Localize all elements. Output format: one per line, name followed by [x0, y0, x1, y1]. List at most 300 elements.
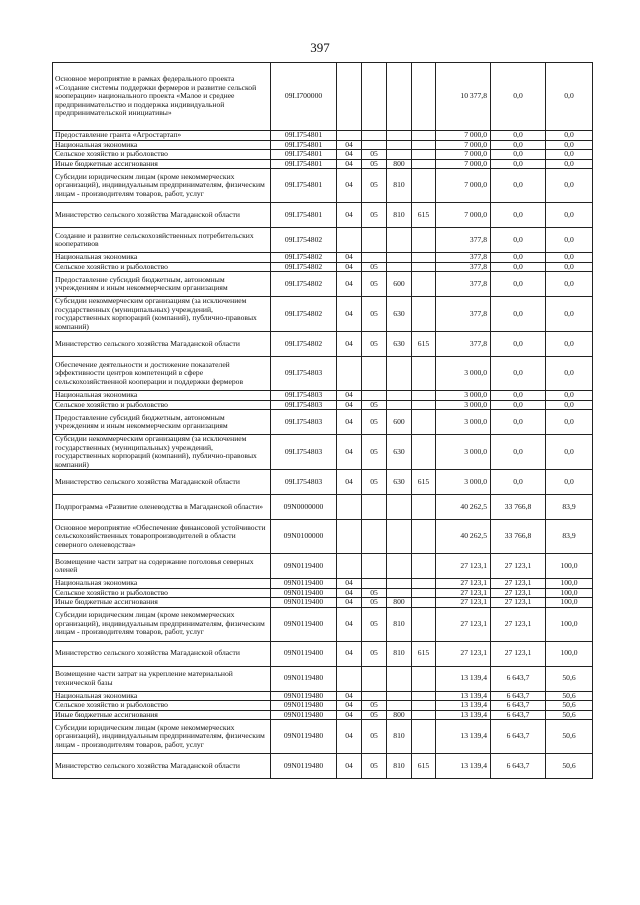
cell-executed: 27 123,1 — [491, 579, 546, 589]
table-row — [53, 140, 593, 150]
cell-percent: 0,0 — [546, 400, 593, 410]
table-row — [53, 701, 593, 711]
cell-executed: 0,0 — [491, 400, 546, 410]
cell-planned: 377,8 — [436, 297, 491, 332]
cell-section: 04 — [337, 579, 362, 589]
table-row — [53, 332, 593, 357]
cell-expense-type — [387, 400, 412, 410]
table-row — [53, 150, 593, 160]
cell-subsection — [362, 579, 387, 589]
cell-planned: 27 123,1 — [436, 554, 491, 579]
cell-name: Обеспечение деятельности и достижение показателей эффективности центров компетенций в сфере сельскохозяйственной кооперации и поддержки фермеров — [53, 357, 271, 391]
cell-code: 09I.I754802 — [271, 297, 337, 332]
cell-code: 09I.I754801 — [271, 203, 337, 228]
cell-subsection: 05 — [362, 588, 387, 598]
cell-name: Министерство сельского хозяйства Магаданской области — [53, 470, 271, 495]
cell-planned: 27 123,1 — [436, 641, 491, 666]
cell-name: Основное мероприятие в рамках федерального проекта «Создание системы поддержки фермеров и развитие сельской кооперации» национального проекта «Малое и среднее предпринимательство и поддержка индивидуальной предпринимательской инициативы» — [53, 63, 271, 131]
cell-percent: 83,9 — [546, 495, 593, 520]
cell-executed: 0,0 — [491, 410, 546, 435]
cell-code: 09N0119400 — [271, 607, 337, 641]
cell-expense-type: 600 — [387, 272, 412, 297]
cell-percent: 83,9 — [546, 520, 593, 554]
cell-section: 04 — [337, 253, 362, 263]
cell-planned: 7 000,0 — [436, 140, 491, 150]
cell-expense-type — [387, 140, 412, 150]
cell-name: Предоставление гранта «Агростартап» — [53, 131, 271, 141]
cell-percent: 100,0 — [546, 641, 593, 666]
cell-planned: 7 000,0 — [436, 131, 491, 141]
cell-expense-type: 810 — [387, 607, 412, 641]
cell-admin-code — [412, 607, 436, 641]
cell-executed: 27 123,1 — [491, 554, 546, 579]
cell-expense-type: 630 — [387, 435, 412, 470]
cell-planned: 3 000,0 — [436, 435, 491, 470]
cell-admin-code — [412, 159, 436, 169]
cell-percent: 0,0 — [546, 391, 593, 401]
cell-executed: 0,0 — [491, 131, 546, 141]
cell-executed: 27 123,1 — [491, 588, 546, 598]
cell-section: 04 — [337, 262, 362, 272]
cell-name: Министерство сельского хозяйства Магаданской области — [53, 641, 271, 666]
cell-planned: 377,8 — [436, 253, 491, 263]
table-row — [53, 297, 593, 332]
cell-expense-type — [387, 228, 412, 253]
cell-section: 04 — [337, 410, 362, 435]
cell-executed: 33 766,8 — [491, 520, 546, 554]
cell-planned: 13 139,4 — [436, 720, 491, 754]
cell-planned: 3 000,0 — [436, 400, 491, 410]
cell-expense-type: 800 — [387, 710, 412, 720]
cell-name: Возмещение части затрат на содержание поголовья северных оленей — [53, 554, 271, 579]
cell-percent: 100,0 — [546, 588, 593, 598]
cell-expense-type — [387, 150, 412, 160]
cell-planned: 13 139,4 — [436, 691, 491, 701]
cell-executed: 0,0 — [491, 228, 546, 253]
cell-planned: 3 000,0 — [436, 470, 491, 495]
cell-planned: 27 123,1 — [436, 598, 491, 608]
cell-subsection: 05 — [362, 297, 387, 332]
cell-executed: 0,0 — [491, 470, 546, 495]
cell-admin-code: 615 — [412, 641, 436, 666]
cell-name: Подпрограмма «Развитие оленеводства в Магаданской области» — [53, 495, 271, 520]
cell-code: 09N0119400 — [271, 641, 337, 666]
cell-percent: 0,0 — [546, 297, 593, 332]
cell-name: Национальная экономика — [53, 391, 271, 401]
cell-executed: 6 643,7 — [491, 691, 546, 701]
cell-section — [337, 228, 362, 253]
cell-executed: 27 123,1 — [491, 641, 546, 666]
cell-planned: 13 139,4 — [436, 710, 491, 720]
cell-admin-code — [412, 495, 436, 520]
cell-subsection — [362, 140, 387, 150]
cell-code: 09N0119400 — [271, 598, 337, 608]
cell-name: Создание и развитие сельскохозяйственных потребительских кооперативов — [53, 228, 271, 253]
cell-subsection — [362, 554, 387, 579]
cell-subsection — [362, 691, 387, 701]
cell-expense-type: 800 — [387, 598, 412, 608]
cell-admin-code: 615 — [412, 332, 436, 357]
cell-admin-code: 615 — [412, 203, 436, 228]
cell-subsection — [362, 520, 387, 554]
cell-expense-type — [387, 495, 412, 520]
cell-planned: 13 139,4 — [436, 754, 491, 779]
cell-name: Национальная экономика — [53, 140, 271, 150]
cell-admin-code: 615 — [412, 470, 436, 495]
cell-expense-type: 630 — [387, 470, 412, 495]
cell-expense-type — [387, 391, 412, 401]
cell-section: 04 — [337, 400, 362, 410]
cell-executed: 0,0 — [491, 253, 546, 263]
cell-code: 09N0119400 — [271, 579, 337, 589]
cell-planned: 377,8 — [436, 332, 491, 357]
cell-planned: 13 139,4 — [436, 701, 491, 711]
table-row — [53, 131, 593, 141]
cell-percent: 50,6 — [546, 666, 593, 691]
table-row — [53, 63, 593, 131]
cell-percent: 0,0 — [546, 169, 593, 203]
cell-executed: 6 643,7 — [491, 701, 546, 711]
cell-subsection: 05 — [362, 701, 387, 711]
cell-code: 09I.I754801 — [271, 159, 337, 169]
cell-subsection: 05 — [362, 641, 387, 666]
cell-subsection: 05 — [362, 470, 387, 495]
cell-section: 04 — [337, 754, 362, 779]
table-row — [53, 357, 593, 391]
cell-code: 09I.I754803 — [271, 391, 337, 401]
cell-expense-type: 810 — [387, 641, 412, 666]
cell-percent: 50,6 — [546, 720, 593, 754]
cell-admin-code — [412, 253, 436, 263]
table-row — [53, 579, 593, 589]
cell-section — [337, 554, 362, 579]
cell-subsection — [362, 357, 387, 391]
cell-expense-type — [387, 262, 412, 272]
cell-admin-code — [412, 391, 436, 401]
cell-percent: 0,0 — [546, 357, 593, 391]
cell-name: Сельское хозяйство и рыболовство — [53, 262, 271, 272]
cell-code: 09N0119400 — [271, 588, 337, 598]
cell-name: Министерство сельского хозяйства Магаданской области — [53, 332, 271, 357]
cell-admin-code — [412, 297, 436, 332]
cell-planned: 3 000,0 — [436, 357, 491, 391]
cell-expense-type — [387, 63, 412, 131]
cell-expense-type — [387, 588, 412, 598]
cell-subsection: 05 — [362, 607, 387, 641]
cell-code: 09I.I754803 — [271, 470, 337, 495]
cell-section — [337, 357, 362, 391]
table-row — [53, 470, 593, 495]
cell-section — [337, 495, 362, 520]
table-row — [53, 228, 593, 253]
cell-percent: 0,0 — [546, 159, 593, 169]
cell-name: Сельское хозяйство и рыболовство — [53, 701, 271, 711]
cell-percent: 0,0 — [546, 150, 593, 160]
cell-section: 04 — [337, 140, 362, 150]
cell-subsection: 05 — [362, 598, 387, 608]
cell-section: 04 — [337, 598, 362, 608]
table-row — [53, 598, 593, 608]
cell-subsection — [362, 253, 387, 263]
cell-admin-code — [412, 228, 436, 253]
cell-expense-type — [387, 554, 412, 579]
cell-name: Сельское хозяйство и рыболовство — [53, 150, 271, 160]
cell-subsection: 05 — [362, 203, 387, 228]
cell-name: Основное мероприятие «Обеспечение финансовой устойчивости сельскохозяйственных товаропроизводителей в области северного оленеводства» — [53, 520, 271, 554]
cell-planned: 27 123,1 — [436, 588, 491, 598]
cell-name: Иные бюджетные ассигнования — [53, 159, 271, 169]
cell-subsection: 05 — [362, 400, 387, 410]
cell-planned: 40 262,5 — [436, 520, 491, 554]
cell-expense-type: 810 — [387, 754, 412, 779]
table-row — [53, 710, 593, 720]
cell-section: 04 — [337, 150, 362, 160]
cell-name: Иные бюджетные ассигнования — [53, 710, 271, 720]
cell-executed: 0,0 — [491, 332, 546, 357]
table-row — [53, 203, 593, 228]
cell-code: 09N0119480 — [271, 754, 337, 779]
cell-subsection: 05 — [362, 262, 387, 272]
cell-code: 09N0119480 — [271, 710, 337, 720]
cell-code: 09N0100000 — [271, 520, 337, 554]
table-row — [53, 159, 593, 169]
cell-subsection: 05 — [362, 410, 387, 435]
cell-admin-code — [412, 701, 436, 711]
cell-section: 04 — [337, 169, 362, 203]
cell-code: 09N0000000 — [271, 495, 337, 520]
cell-subsection: 05 — [362, 720, 387, 754]
cell-planned: 377,8 — [436, 272, 491, 297]
cell-percent: 0,0 — [546, 262, 593, 272]
cell-executed: 0,0 — [491, 140, 546, 150]
cell-code: 09I.I754801 — [271, 169, 337, 203]
cell-planned: 7 000,0 — [436, 150, 491, 160]
cell-name: Предоставление субсидий бюджетным, автономным учреждениям и иным некоммерческим организациям — [53, 272, 271, 297]
cell-code: 09I.I754801 — [271, 150, 337, 160]
cell-planned: 3 000,0 — [436, 391, 491, 401]
cell-admin-code — [412, 588, 436, 598]
cell-admin-code — [412, 169, 436, 203]
cell-executed: 0,0 — [491, 63, 546, 131]
cell-expense-type: 810 — [387, 720, 412, 754]
cell-percent: 100,0 — [546, 607, 593, 641]
cell-executed: 6 643,7 — [491, 720, 546, 754]
cell-planned: 377,8 — [436, 262, 491, 272]
cell-code: 09I.I754802 — [271, 272, 337, 297]
cell-executed: 6 643,7 — [491, 666, 546, 691]
cell-section: 04 — [337, 710, 362, 720]
cell-name: Субсидии некоммерческим организациям (за исключением государственных (муниципальных) учреждений, государственных корпораций (компаний), публично-правовых компаний) — [53, 435, 271, 470]
cell-section: 04 — [337, 720, 362, 754]
cell-expense-type: 600 — [387, 410, 412, 435]
cell-name: Субсидии некоммерческим организациям (за исключением государственных (муниципальных) учреждений, государственных корпораций (компаний), публично-правовых компаний) — [53, 297, 271, 332]
cell-name: Национальная экономика — [53, 253, 271, 263]
cell-name: Субсидии юридическим лицам (кроме некоммерческих организаций), индивидуальным предпринимателям, физическим лицам - производителям товаров, работ, услуг — [53, 720, 271, 754]
cell-percent: 0,0 — [546, 470, 593, 495]
cell-admin-code — [412, 262, 436, 272]
cell-executed: 0,0 — [491, 159, 546, 169]
cell-subsection: 05 — [362, 272, 387, 297]
cell-code: 09N0119480 — [271, 666, 337, 691]
cell-percent: 100,0 — [546, 598, 593, 608]
cell-admin-code — [412, 63, 436, 131]
cell-section: 04 — [337, 607, 362, 641]
cell-expense-type — [387, 131, 412, 141]
cell-executed: 27 123,1 — [491, 607, 546, 641]
cell-executed: 27 123,1 — [491, 598, 546, 608]
cell-admin-code — [412, 720, 436, 754]
cell-name: Субсидии юридическим лицам (кроме некоммерческих организаций), индивидуальным предпринимателям, физическим лицам - производителям товаров, работ, услуг — [53, 169, 271, 203]
cell-expense-type — [387, 691, 412, 701]
table-row — [53, 495, 593, 520]
cell-code: 09I.I754803 — [271, 435, 337, 470]
cell-percent: 0,0 — [546, 228, 593, 253]
cell-admin-code — [412, 131, 436, 141]
cell-admin-code — [412, 554, 436, 579]
cell-name: Национальная экономика — [53, 691, 271, 701]
cell-planned: 3 000,0 — [436, 410, 491, 435]
cell-percent: 0,0 — [546, 332, 593, 357]
cell-name: Министерство сельского хозяйства Магаданской области — [53, 203, 271, 228]
cell-section: 04 — [337, 470, 362, 495]
table-row — [53, 410, 593, 435]
cell-planned: 27 123,1 — [436, 607, 491, 641]
table-row — [53, 520, 593, 554]
cell-admin-code — [412, 400, 436, 410]
cell-percent: 0,0 — [546, 253, 593, 263]
cell-planned: 27 123,1 — [436, 579, 491, 589]
cell-executed: 0,0 — [491, 150, 546, 160]
cell-subsection: 05 — [362, 435, 387, 470]
cell-section — [337, 520, 362, 554]
cell-expense-type — [387, 357, 412, 391]
cell-section — [337, 131, 362, 141]
cell-admin-code — [412, 272, 436, 297]
cell-subsection: 05 — [362, 332, 387, 357]
cell-percent: 0,0 — [546, 131, 593, 141]
cell-expense-type — [387, 253, 412, 263]
cell-code: 09I.I754802 — [271, 253, 337, 263]
cell-executed: 0,0 — [491, 169, 546, 203]
cell-executed: 0,0 — [491, 391, 546, 401]
cell-code: 09N0119480 — [271, 691, 337, 701]
cell-admin-code — [412, 520, 436, 554]
table-row — [53, 262, 593, 272]
cell-executed: 0,0 — [491, 272, 546, 297]
cell-subsection: 05 — [362, 150, 387, 160]
cell-expense-type — [387, 666, 412, 691]
cell-expense-type: 800 — [387, 159, 412, 169]
cell-percent: 100,0 — [546, 579, 593, 589]
cell-subsection — [362, 63, 387, 131]
cell-planned: 10 377,8 — [436, 63, 491, 131]
cell-planned: 40 262,5 — [436, 495, 491, 520]
table-row — [53, 253, 593, 263]
cell-admin-code — [412, 710, 436, 720]
table-row — [53, 272, 593, 297]
cell-expense-type: 810 — [387, 203, 412, 228]
cell-planned: 13 139,4 — [436, 666, 491, 691]
cell-code: 09I.I754803 — [271, 410, 337, 435]
cell-subsection — [362, 666, 387, 691]
cell-executed: 0,0 — [491, 357, 546, 391]
cell-admin-code — [412, 410, 436, 435]
cell-subsection: 05 — [362, 754, 387, 779]
cell-code: 09I.I754801 — [271, 131, 337, 141]
cell-percent: 50,6 — [546, 710, 593, 720]
cell-section — [337, 666, 362, 691]
cell-admin-code — [412, 357, 436, 391]
cell-admin-code — [412, 435, 436, 470]
table-row — [53, 666, 593, 691]
cell-code: 09N0119400 — [271, 554, 337, 579]
cell-section: 04 — [337, 332, 362, 357]
cell-name: Предоставление субсидий бюджетным, автономным учреждениям и иным некоммерческим организациям — [53, 410, 271, 435]
table-row — [53, 554, 593, 579]
cell-subsection: 05 — [362, 169, 387, 203]
cell-admin-code — [412, 150, 436, 160]
table-row — [53, 400, 593, 410]
cell-percent: 0,0 — [546, 140, 593, 150]
cell-section: 04 — [337, 588, 362, 598]
cell-section: 04 — [337, 272, 362, 297]
table-row — [53, 607, 593, 641]
cell-section: 04 — [337, 297, 362, 332]
cell-executed: 6 643,7 — [491, 754, 546, 779]
cell-name: Иные бюджетные ассигнования — [53, 598, 271, 608]
cell-percent: 0,0 — [546, 272, 593, 297]
cell-percent: 100,0 — [546, 554, 593, 579]
table-row — [53, 391, 593, 401]
cell-section: 04 — [337, 203, 362, 228]
cell-admin-code: 615 — [412, 754, 436, 779]
cell-code: 09I.I754803 — [271, 357, 337, 391]
cell-section — [337, 63, 362, 131]
cell-section: 04 — [337, 701, 362, 711]
cell-admin-code — [412, 691, 436, 701]
table-row — [53, 754, 593, 779]
cell-section: 04 — [337, 641, 362, 666]
cell-planned: 7 000,0 — [436, 203, 491, 228]
cell-executed: 0,0 — [491, 203, 546, 228]
cell-executed: 0,0 — [491, 297, 546, 332]
cell-executed: 0,0 — [491, 435, 546, 470]
cell-admin-code — [412, 140, 436, 150]
table-row — [53, 641, 593, 666]
cell-planned: 377,8 — [436, 228, 491, 253]
cell-percent: 0,0 — [546, 435, 593, 470]
cell-percent: 0,0 — [546, 63, 593, 131]
cell-section: 04 — [337, 691, 362, 701]
cell-percent: 50,6 — [546, 701, 593, 711]
table-row — [53, 720, 593, 754]
cell-code: 09I.I754802 — [271, 228, 337, 253]
cell-subsection — [362, 131, 387, 141]
cell-code: 09N0119480 — [271, 720, 337, 754]
cell-name: Сельское хозяйство и рыболовство — [53, 588, 271, 598]
cell-percent: 0,0 — [546, 410, 593, 435]
cell-subsection — [362, 495, 387, 520]
cell-planned: 7 000,0 — [436, 169, 491, 203]
table-row — [53, 691, 593, 701]
cell-code: 09I.I700000 — [271, 63, 337, 131]
cell-code: 09I.I754802 — [271, 262, 337, 272]
cell-percent: 50,6 — [546, 754, 593, 779]
table-row — [53, 588, 593, 598]
table-row — [53, 435, 593, 470]
cell-name: Возмещение части затрат на укрепление материальной технической базы — [53, 666, 271, 691]
cell-executed: 6 643,7 — [491, 710, 546, 720]
